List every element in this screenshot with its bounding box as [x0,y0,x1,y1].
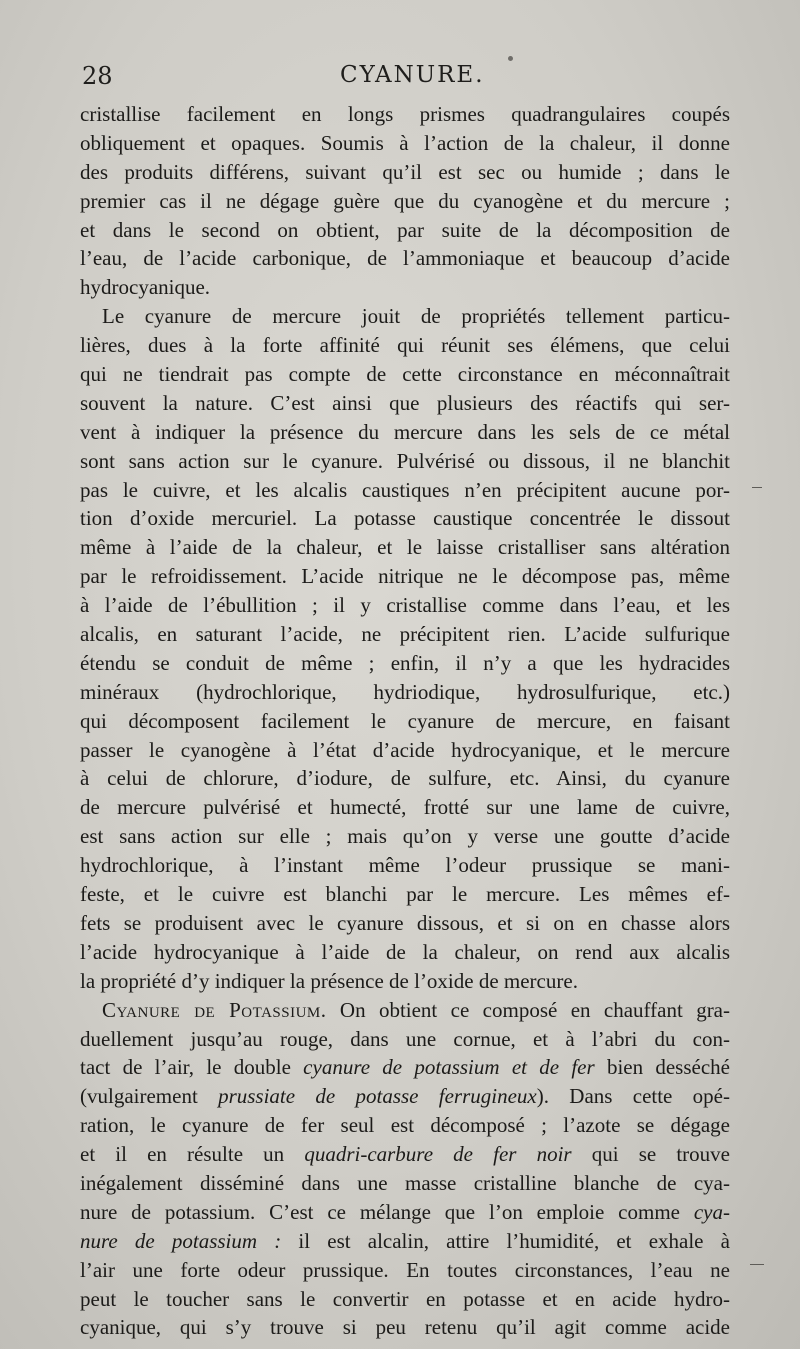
text-run: qui se trouve [571,1142,730,1167]
text-line: l’acide hydrocyanique à l’aide de la chaleur, on rend aux alcalis [80,939,730,964]
italic-term: prussiate de potasse ferrugineux [218,1084,537,1109]
italic-term: quadri-carbure de fer noir [304,1142,572,1167]
text-line: passer le cyanogène à l’état d’acide hydrocyanique, et le mercure [80,737,730,762]
text-line: pas le cuivre, et les alcalis caustiques n’en précipitent aucune por- [80,477,730,502]
text-line: qui décomposent facilement le cyanure de mercure, en faisant [80,708,730,733]
text-line: Le cyanure de mercure jouit de propriétés tellement particu- [102,304,730,329]
text-line: obliquement et opaques. Soumis à l’action de la chaleur, il donne [80,130,730,155]
text-line: souvent la nature. C’est ainsi que plusieurs des réactifs qui ser- [80,390,730,415]
text-line: lières, dues à la forte affinité qui réunit ses élémens, que celui [80,333,730,358]
text-line: vent à indiquer la présence du mercure dans les sels de ce métal [80,419,730,444]
margin-mark [750,1264,764,1265]
text-line: et dans le second on obtient, par suite de la décomposition de [80,217,730,242]
text-run: tact de l’air, le double [80,1055,304,1080]
text-line: l’eau, de l’acide carbonique, de l’ammoniaque et beaucoup d’acide [80,246,730,271]
text-line: étendu se conduit de même ; enfin, il n’y a que les hydracides [80,650,730,675]
text-run: nure de potassium. C’est ce mélange que l’on emploie comme [80,1199,694,1224]
text-line: ration, le cyanure de fer seul est décomposé ; l’azote se dégage [80,1113,730,1138]
text-run: ). Dans cette opé- [536,1084,730,1109]
running-title: CYANURE. [340,62,485,88]
text-line: de mercure pulvérisé et humecté, frotté sur une lame de cuivre, [80,795,730,820]
italic-term: cya- [693,1199,730,1224]
section-heading: Cyanure de Potassium. [102,997,327,1022]
text-run: (vulgairement [80,1084,219,1109]
text-line: tion d’oxide mercuriel. La potasse caustique concentrée le dissout [80,506,730,531]
text-run: et il en résulte un [80,1142,305,1167]
text-line: premier cas il ne dégage guère que du cyanogène et du mercure ; [80,188,730,213]
text-line: à l’aide de l’ébullition ; il y cristallise comme dans l’eau, et les [80,593,730,618]
text-run: On obtient ce composé en chauffant gra- [326,997,731,1022]
text-line: alcalis, en saturant l’acide, ne précipitent rien. L’acide sulfurique [80,622,730,647]
text-line: sont sans action sur le cyanure. Pulvérisé ou dissous, il ne blanchit [80,448,730,473]
text-line [80,1198,730,1227]
text-line: hydrochlorique, à l’instant même l’odeur prussique se mani- [80,853,730,878]
page-number: 28 [82,62,113,90]
text-line: l’air une forte odeur prussique. En toutes circonstances, l’eau ne [80,1257,730,1282]
text-line: peut le toucher sans le convertir en potasse et en acide hydro- [80,1286,730,1311]
text-run: bien desséché [594,1055,730,1080]
text-line: est sans action sur elle ; mais qu’on y verse une goutte d’acide [80,824,730,849]
text-line [80,1140,730,1169]
italic-term: nure de potassium : [80,1228,282,1253]
margin-mark [752,487,762,488]
text-line: cyanique, qui s’y trouve si peu retenu qu’il agit comme acide [80,1315,730,1340]
text-line: même à l’aide de la chaleur, et le laisse cristalliser sans altération [80,535,730,560]
text-line: à celui de chlorure, d’iodure, de sulfure, etc. Ainsi, du cyanure [80,766,730,791]
text-line [80,1082,730,1111]
text-run: il est alcalin, attire l’humidité, et exhale à [281,1228,730,1253]
text-line: minéraux (hydrochlorique, hydriodique, hydrosulfurique, etc.) [80,679,730,704]
text-line [80,1227,730,1256]
text-line [80,996,730,1025]
text-line: qui ne tiendrait pas compte de cette circonstance en méconnaîtrait [80,362,730,387]
italic-term: cyanure de potassium et de fer [303,1055,595,1080]
text-line: par le refroidissement. L’acide nitrique ne le décompose pas, même [80,564,730,589]
text-line [80,1053,730,1082]
text-line: duellement jusqu’au rouge, dans une cornue, et à l’abri du con- [80,1026,730,1051]
text-line: fets se produisent avec le cyanure dissous, et si on en chasse alors [80,910,730,935]
text-line: des produits différens, suivant qu’il est sec ou humide ; dans le [80,159,730,184]
ink-speck [508,56,513,61]
text-line: cristallise facilement en longs prismes quadrangulaires coupés [80,102,730,126]
page-header [82,62,730,96]
text-line: inégalement disséminé dans une masse cristalline blanche de cya- [80,1170,730,1195]
text-line: la propriété d’y indiquer la présence de l’oxide de mercure. [80,968,578,993]
body-text [80,100,730,1342]
text-line: feste, et le cuivre est blanchi par le mercure. Les mêmes ef- [80,882,730,907]
text-line: hydrocyanique. [80,275,211,300]
